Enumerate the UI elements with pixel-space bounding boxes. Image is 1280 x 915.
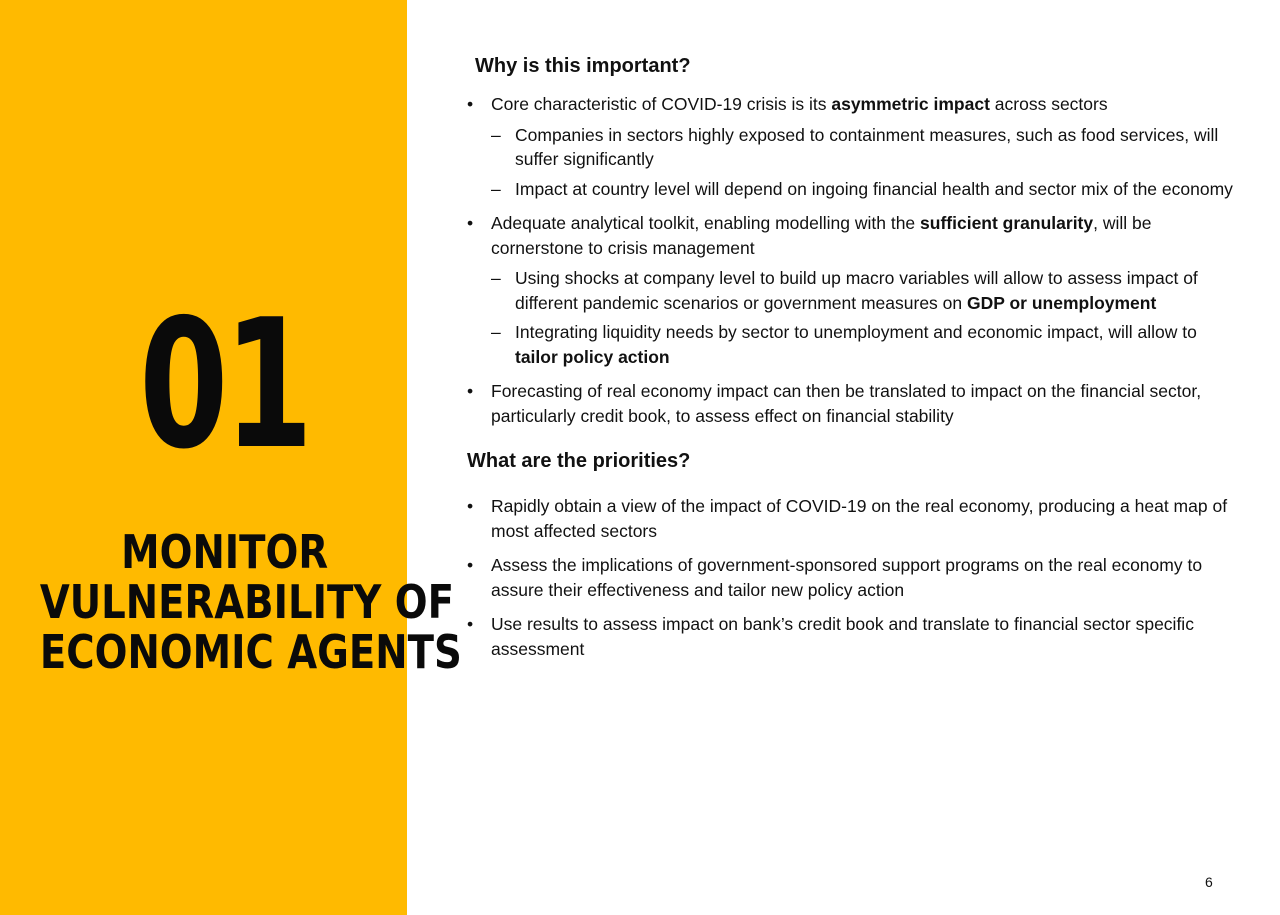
section-title-line: VULNERABILITY OF xyxy=(39,575,454,629)
sub-bullet-emphasis: GDP or unemployment xyxy=(967,292,1157,313)
section-title-line: MONITOR xyxy=(121,525,329,579)
sub-bullet-emphasis: tailor policy action xyxy=(515,346,670,367)
why-sub-bullet xyxy=(491,177,1237,202)
section-number: 01 xyxy=(139,281,309,488)
bullet-text: , will be cornerstone to crisis management xyxy=(491,213,1152,258)
why-sub-bullet xyxy=(491,320,1237,369)
sub-bullet-text: Using shocks at company level to build up macro variables will allow to assess impact of different pandemic scenarios or government measures on xyxy=(515,268,1198,313)
why-bullet xyxy=(467,211,1237,369)
bullet-text: Assess the implications of government-sponsored support programs on the real economy to assure their effectiveness and tailor new policy action xyxy=(491,555,1203,600)
bullet-emphasis: sufficient granularity xyxy=(920,213,1094,233)
bullet-text: across sectors xyxy=(989,94,1108,114)
bullet-text: Use results to assess impact on bank’s credit book and translate to financial sector specific assessment xyxy=(491,614,1194,659)
why-sub-list xyxy=(491,123,1237,202)
why-heading: Why is this important? xyxy=(475,55,691,77)
why-bullet xyxy=(467,379,1237,428)
bullet-text: Forecasting of real economy impact can then be translated to impact on the financial sector, particularly credit book, to assess effect on financial stability xyxy=(491,381,1202,426)
why-list xyxy=(467,92,1237,428)
sub-bullet-text: Impact at country level will depend on ingoing financial health and sector mix of the economy xyxy=(515,178,1233,199)
bullet-text: Adequate analytical toolkit, enabling modelling with the xyxy=(491,213,921,233)
why-sub-bullet xyxy=(491,266,1237,315)
why-bullet xyxy=(467,92,1237,201)
section-title-line: ECONOMIC AGENTS xyxy=(39,625,462,679)
sub-bullet-text: Companies in sectors highly exposed to containment measures, such as food services, will suffer significantly xyxy=(515,124,1219,169)
bullet-text: Rapidly obtain a view of the impact of COVID-19 on the real economy, producing a heat map of most affected sectors xyxy=(491,496,1228,541)
why-sub-bullet xyxy=(491,123,1237,172)
bullet-emphasis: asymmetric impact xyxy=(831,94,990,114)
why-sub-list xyxy=(491,266,1237,369)
bullet-text: Core characteristic of COVID-19 crisis is its xyxy=(491,94,832,114)
priority-bullet xyxy=(467,494,1237,543)
content-area xyxy=(467,52,1237,671)
sub-bullet-text: Integrating liquidity needs by sector to unemployment and economic impact, will allow to xyxy=(515,322,1197,342)
priority-bullet xyxy=(467,612,1237,661)
priority-bullet xyxy=(467,553,1237,602)
priorities-list xyxy=(467,494,1237,661)
priorities-heading: What are the priorities? xyxy=(467,450,691,472)
section-title xyxy=(39,525,462,679)
page-number: 6 xyxy=(1205,874,1213,890)
